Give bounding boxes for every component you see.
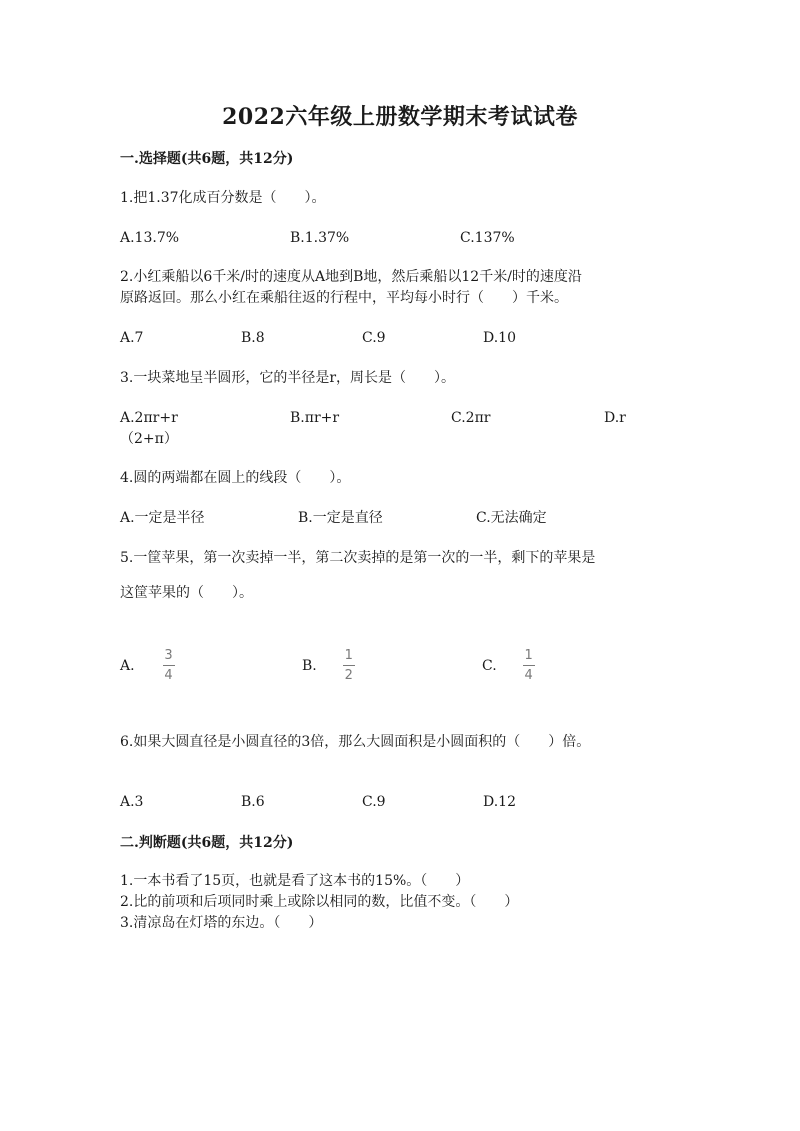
question-2-option-a: A.7 (120, 330, 144, 346)
question-6-option-d: D.12 (483, 794, 516, 810)
question-5-option-a (120, 648, 175, 683)
question-6-option-b: B.6 (241, 794, 265, 810)
judgement-question-3: 3.清凉岛在灯塔的东边。（ ） (120, 915, 323, 931)
option-label: A. (120, 657, 135, 674)
question-2-option-b: B.8 (241, 330, 265, 346)
fraction-numerator: 1 (524, 648, 533, 663)
fraction-bar (163, 665, 175, 666)
option-label: C. (482, 657, 497, 674)
question-6-text: 6.如果大圆直径是小圆直径的3倍，那么大圆面积是小圆面积的（ ）倍。 (120, 734, 591, 750)
question-4-text: 4.圆的两端都在圆上的线段（ ）。 (120, 470, 351, 486)
question-4-option-b: B.一定是直径 (298, 510, 383, 526)
question-2-option-d: D.10 (483, 330, 516, 346)
option-label: B. (302, 657, 317, 674)
fraction-denominator: 4 (164, 668, 173, 683)
question-6-option-c: C.9 (362, 794, 386, 810)
fraction-numerator: 1 (344, 648, 353, 663)
question-3-option-c: C.2πr (451, 410, 491, 426)
question-4-option-a: A.一定是半径 (120, 510, 205, 526)
question-2-text-line1: 2.小红乘船以6千米/时的速度从A地到B地，然后乘船以12千米/时的速度沿 (120, 269, 582, 285)
question-2-option-c: C.9 (362, 330, 386, 346)
question-6-option-a: A.3 (120, 794, 144, 810)
fraction (163, 648, 175, 683)
question-5-text-line1: 5.一筐苹果，第一次卖掉一半，第二次卖掉的是第一次的一半，剩下的苹果是 (120, 550, 596, 566)
question-1-text: 1.把1.37化成百分数是（ ）。 (120, 190, 326, 206)
question-1-option-a: A.13.7% (120, 230, 180, 246)
question-1-option-c: C.137% (460, 230, 515, 246)
question-3-text: 3.一块菜地呈半圆形，它的半径是r，周长是（ ）。 (120, 370, 456, 386)
fraction-bar (523, 665, 535, 666)
question-2-text-line2: 原路返回。那么小红在乘船往返的行程中，平均每小时行（ ）千米。 (120, 290, 568, 306)
question-3-option-d-wrap: （2+π） (120, 431, 178, 447)
section-heading-judgement: 二.判断题(共6题，共12分) (120, 835, 294, 851)
fraction-bar (343, 665, 355, 666)
question-3-option-d: D.r (604, 410, 626, 426)
question-5-option-b (302, 648, 355, 683)
fraction (343, 648, 355, 683)
judgement-question-1: 1.一本书看了15页，也就是看了这本书的15%。（ ） (120, 873, 470, 889)
fraction-denominator: 4 (524, 668, 533, 683)
question-3-option-b: B.πr+r (290, 410, 340, 426)
question-5-text-line2: 这筐苹果的（ ）。 (120, 585, 253, 601)
question-5-option-c (482, 648, 535, 683)
fraction-denominator: 2 (344, 668, 353, 683)
judgement-question-2: 2.比的前项和后项同时乘上或除以相同的数，比值不变。（ ） (120, 894, 519, 910)
question-3-option-a: A.2πr+r (120, 410, 178, 426)
page-title: 2022六年级上册数学期末考试试卷 (222, 104, 578, 130)
fraction (523, 648, 535, 683)
fraction-numerator: 3 (164, 648, 173, 663)
section-heading-choice: 一.选择题(共6题，共12分) (120, 151, 294, 167)
question-1-option-b: B.1.37% (290, 230, 350, 246)
question-4-option-c: C.无法确定 (476, 510, 547, 526)
